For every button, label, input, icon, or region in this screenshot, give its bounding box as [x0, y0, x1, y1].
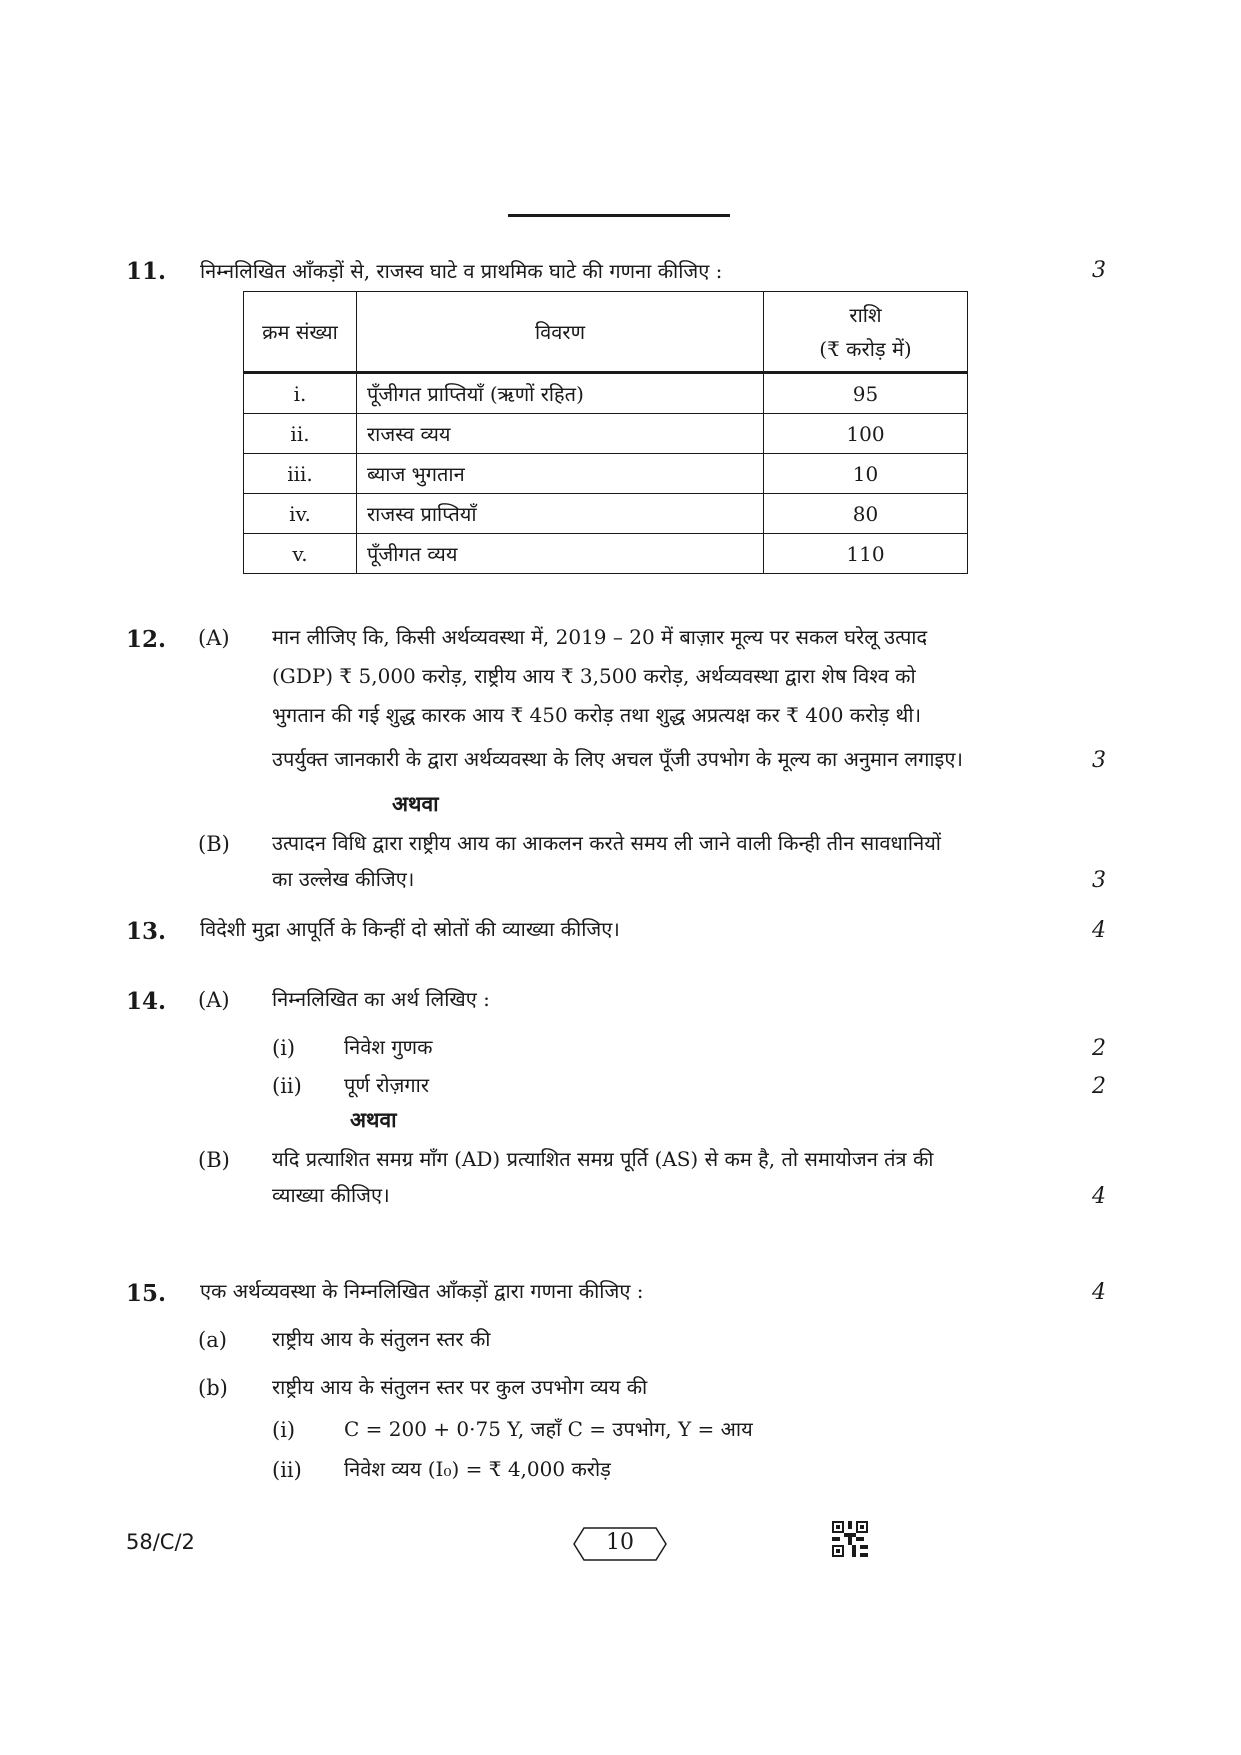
q14-i-marks: 2 [1092, 1036, 1106, 1061]
q14-ii-label: (ii) [272, 1074, 302, 1098]
cell-sno: ii. [244, 414, 357, 454]
q15-text: एक अर्थव्यवस्था के निम्नलिखित आँकड़ों द्वारा गणना कीजिए : [200, 1279, 644, 1303]
cell-sno: v. [244, 534, 357, 574]
q15-a-text: राष्ट्रीय आय के संतुलन स्तर की [272, 1327, 491, 1351]
q13-text: विदेशी मुद्रा आपूर्ति के किन्हीं दो स्रोतों की व्याख्या कीजिए। [200, 917, 620, 941]
top-rule [508, 214, 730, 217]
cell-desc: पूँजीगत व्यय [357, 534, 764, 574]
q11-text: निम्नलिखित आँकड़ों से, राजस्व घाटे व प्राथमिक घाटे की गणना कीजिए : [200, 259, 723, 283]
header-amount-line2: (₹ करोड़ में) [819, 336, 912, 361]
paper-code: 58/C/2 [126, 1530, 195, 1554]
q14-ii-text: पूर्ण रोज़गार [344, 1073, 429, 1097]
q15-b-label: (b) [198, 1376, 228, 1400]
q12-b-label: (B) [198, 832, 230, 856]
cell-amount: 80 [764, 494, 968, 534]
page-number: 10 [606, 1530, 634, 1555]
header-amount [764, 292, 968, 373]
cell-amount: 10 [764, 454, 968, 494]
q15-marks: 4 [1092, 1280, 1106, 1305]
table-row [244, 494, 968, 534]
q11-data-table [243, 291, 968, 574]
q15-i-label: (i) [272, 1418, 296, 1442]
q15-i-text: C = 200 + 0·75 Y, जहाँ C = उपभोग, Y = आय [344, 1417, 753, 1441]
q12-b-marks: 3 [1092, 868, 1106, 893]
cell-amount: 95 [764, 373, 968, 414]
cell-desc: राजस्व व्यय [357, 414, 764, 454]
cell-sno: iv. [244, 494, 357, 534]
qr-code-icon [832, 1521, 868, 1557]
table-row [244, 373, 968, 414]
q15-ii-label: (ii) [272, 1458, 302, 1482]
q15-ii-text: निवेश व्यय (I₀) = ₹ 4,000 करोड़ [344, 1457, 611, 1481]
q12-a-label: (A) [198, 626, 230, 650]
q12-a-line-2: (GDP) ₹ 5,000 करोड़, राष्ट्रीय आय ₹ 3,500 करोड़, अर्थव्यवस्था द्वारा शेष विश्व को [272, 664, 916, 688]
q14-or: अथवा [350, 1107, 397, 1132]
cell-amount: 100 [764, 414, 968, 454]
q15-number: 15. [126, 1280, 167, 1307]
table-row [244, 454, 968, 494]
header-sno: क्रम संख्या [244, 292, 357, 373]
q12-or: अथवा [392, 791, 439, 816]
q14-b-line-2: व्याख्या कीजिए। [272, 1183, 390, 1207]
q13-marks: 4 [1092, 918, 1106, 943]
q15-a-label: (a) [198, 1328, 227, 1352]
q12-b-line-2: का उल्लेख कीजिए। [272, 867, 415, 891]
q14-i-label: (i) [272, 1036, 296, 1060]
q14-a-text: निम्नलिखित का अर्थ लिखिए : [272, 987, 490, 1011]
q12-a-line-1: मान लीजिए कि, किसी अर्थव्यवस्था में, 2019 – 20 में बाज़ार मूल्य पर सकल घरेलू उत्पाद [272, 625, 928, 649]
page-number-box [572, 1526, 668, 1562]
q14-b-line-1: यदि प्रत्याशित समग्र माँग (AD) प्रत्याशित समग्र पूर्ति (AS) से कम है, तो समायोजन तंत्र की [272, 1147, 934, 1171]
cell-desc: पूँजीगत प्राप्तियाँ (ऋणों रहित) [357, 373, 764, 414]
table-row [244, 534, 968, 574]
q15-b-text: राष्ट्रीय आय के संतुलन स्तर पर कुल उपभोग व्यय की [272, 1375, 648, 1399]
q12-a-line-4: उपर्युक्त जानकारी के द्वारा अर्थव्यवस्था के लिए अचल पूँजी उपभोग के मूल्य का अनुमान लगाइए। [272, 747, 964, 771]
header-amount-line1: राशि [849, 302, 882, 327]
q12-number: 12. [126, 626, 167, 653]
q12-a-marks: 3 [1092, 748, 1106, 773]
q11-number: 11. [126, 258, 167, 285]
q14-number: 14. [126, 988, 167, 1015]
cell-sno: iii. [244, 454, 357, 494]
q14-b-label: (B) [198, 1148, 230, 1172]
q12-a-line-3: भुगतान की गई शुद्ध कारक आय ₹ 450 करोड़ तथा शुद्ध अप्रत्यक्ष कर ₹ 400 करोड़ थी। [272, 703, 922, 727]
q14-i-text: निवेश गुणक [344, 1035, 433, 1059]
cell-sno: i. [244, 373, 357, 414]
q12-b-line-1: उत्पादन विधि द्वारा राष्ट्रीय आय का आकलन करते समय ली जाने वाली किन्ही तीन सावधानियों [272, 831, 941, 855]
cell-amount: 110 [764, 534, 968, 574]
q14-ii-marks: 2 [1092, 1074, 1106, 1099]
header-desc: विवरण [357, 292, 764, 373]
cell-desc: राजस्व प्राप्तियाँ [357, 494, 764, 534]
q14-a-label: (A) [198, 988, 230, 1012]
table-header-row [244, 292, 968, 373]
table-row [244, 414, 968, 454]
q14-b-marks: 4 [1092, 1184, 1106, 1209]
cell-desc: ब्याज भुगतान [357, 454, 764, 494]
q13-number: 13. [126, 918, 167, 945]
q11-marks: 3 [1092, 258, 1106, 283]
